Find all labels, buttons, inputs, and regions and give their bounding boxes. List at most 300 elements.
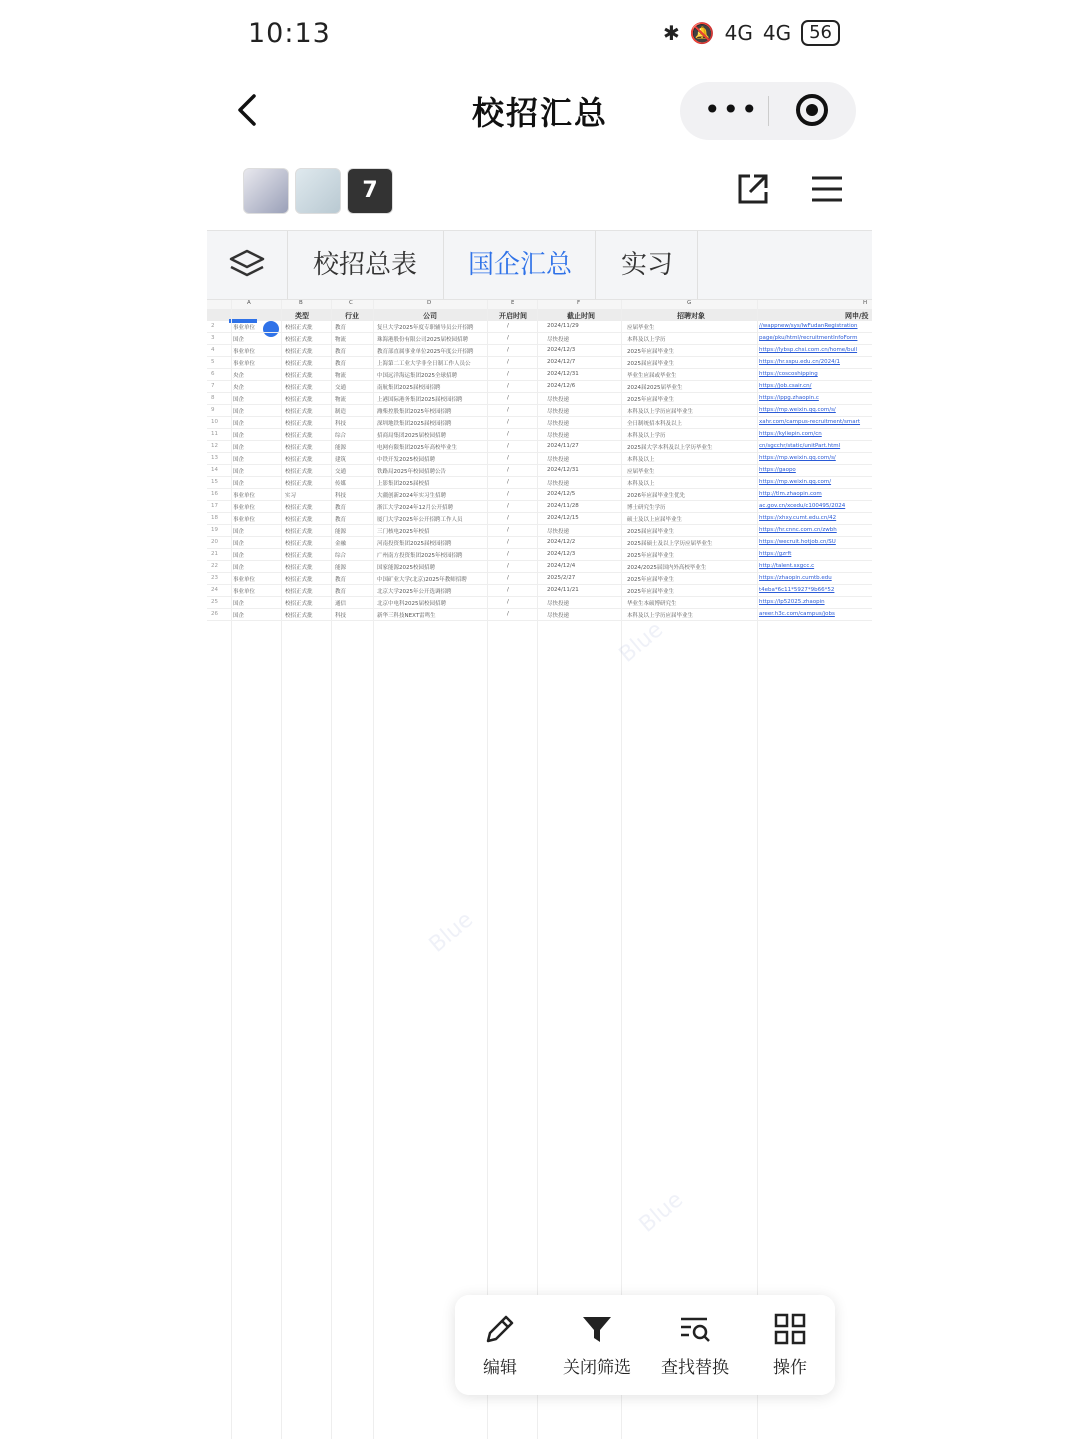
table-cell[interactable]: 物流	[335, 397, 347, 403]
header-apply[interactable]: 网申/投	[845, 312, 869, 320]
table-cell[interactable]: /	[507, 335, 509, 341]
apply-link[interactable]: //wappnew/sys/lwFudanRegistration	[759, 323, 858, 329]
row-number: 13	[211, 455, 218, 461]
table-cell[interactable]: 校招正式批	[285, 577, 313, 583]
table-cell[interactable]: 2025年应届毕业生	[627, 397, 674, 403]
apply-link[interactable]: http://tlm.zhaopin.com	[759, 491, 822, 497]
table-cell[interactable]: 实习	[285, 493, 297, 499]
battery-indicator: 56	[801, 20, 840, 46]
table-cell[interactable]: 能源	[335, 445, 347, 451]
table-cell[interactable]: 校招正式批	[285, 589, 313, 595]
table-cell[interactable]: 2025年应届毕业生	[627, 349, 674, 355]
apply-link[interactable]: page/pku/html/recruitmentInfoForm	[759, 335, 858, 341]
close-target-icon[interactable]	[796, 94, 828, 126]
table-row[interactable]	[207, 525, 872, 537]
row-number: 12	[211, 443, 218, 449]
apply-link[interactable]: https://job.csair.cn/	[759, 383, 812, 389]
watermark: Blue	[614, 617, 669, 668]
table-cell[interactable]: 浙江大学2024年12月公开招聘	[377, 505, 453, 511]
row-number: 3	[211, 335, 215, 341]
table-cell[interactable]: 能源	[335, 565, 347, 571]
table-cell[interactable]: 事业单位	[233, 589, 256, 595]
row-number: 25	[211, 599, 218, 605]
table-cell[interactable]: 科技	[335, 493, 347, 499]
table-cell[interactable]: 国企	[233, 433, 245, 439]
tab-campus-summary[interactable]: 校招总表	[312, 250, 417, 280]
table-cell[interactable]: /	[507, 611, 509, 617]
table-cell[interactable]: 国企	[233, 421, 245, 427]
table-cell[interactable]: /	[507, 383, 509, 389]
apply-link[interactable]: https://ippg.zhaopin.c	[759, 395, 819, 401]
table-cell[interactable]: 校招正式批	[285, 433, 313, 439]
table-cell[interactable]: 本科及以上学历应届毕业生	[627, 409, 694, 415]
spreadsheet[interactable]	[207, 300, 872, 1439]
apply-link[interactable]: t4eba*6c11*5927*9b66*52	[759, 587, 835, 593]
apply-link[interactable]: https://hr.cnnc.com.cn/zwbh	[759, 527, 837, 533]
table-row[interactable]	[207, 609, 872, 621]
avatar[interactable]	[295, 168, 341, 214]
actions-button[interactable]	[745, 1311, 835, 1378]
table-cell[interactable]: /	[507, 539, 509, 545]
apply-link[interactable]: https://mp.weixin.qq.com/	[759, 479, 832, 485]
table-cell[interactable]: 2024/12/31	[547, 371, 579, 377]
table-row[interactable]	[207, 405, 872, 417]
apply-link[interactable]: ac.gov.cn/xcedu/c100495/2024	[759, 503, 846, 509]
watermark: Blue	[634, 1187, 689, 1238]
table-cell[interactable]: 能源	[335, 529, 347, 535]
table-row[interactable]	[207, 573, 872, 585]
table-cell[interactable]: /	[507, 503, 509, 509]
table-row[interactable]	[207, 417, 872, 429]
find-replace-icon	[677, 1311, 713, 1347]
table-cell[interactable]: 尽快投递	[547, 397, 570, 403]
table-cell[interactable]: 中国远洋海运集团2025全球招聘	[377, 373, 457, 379]
bottom-toolbar	[455, 1295, 835, 1395]
table-cell[interactable]: 铁路局2025年校园招聘公告	[377, 469, 446, 475]
apply-link[interactable]: https://zhaopin.cumtb.edu	[759, 575, 832, 581]
table-cell[interactable]: 尽快投递	[547, 421, 570, 427]
table-cell[interactable]: 校招正式批	[285, 361, 313, 367]
apply-link[interactable]: https://xhxy.cumt.edu.cn/42	[759, 515, 837, 521]
table-cell[interactable]: 事业单位	[233, 517, 256, 523]
apply-link[interactable]: cn/sgcchr/static/unitPart.html	[759, 443, 841, 449]
table-cell[interactable]: 事业单位	[233, 361, 256, 367]
bluetooth-icon: ✱	[662, 21, 680, 45]
table-cell[interactable]: 校招正式批	[285, 421, 313, 427]
apply-link[interactable]: https://coscoshipping	[759, 371, 818, 377]
apply-link[interactable]: https://mp.weixin.qq.com/s/	[759, 455, 836, 461]
table-cell[interactable]: /	[507, 359, 509, 365]
table-cell[interactable]: 2024/12/3	[547, 551, 576, 557]
table-cell[interactable]: 潍柴控股集团2025年校园招聘	[377, 409, 452, 415]
table-cell[interactable]: 尽快投递	[547, 457, 570, 463]
table-cell[interactable]: 教育	[335, 577, 347, 583]
header-industry[interactable]: 行业	[345, 312, 359, 320]
table-cell[interactable]: 本科及以上学历	[627, 337, 666, 343]
table-cell[interactable]: 校招正式批	[285, 469, 313, 475]
table-cell[interactable]: /	[507, 515, 509, 521]
menu-icon[interactable]	[810, 172, 844, 206]
table-row[interactable]	[207, 489, 872, 501]
apply-link[interactable]: http://talent.sxgcc.c	[759, 563, 815, 569]
row-number: 24	[211, 587, 218, 593]
table-cell[interactable]: 校招正式批	[285, 337, 313, 343]
row-number: 19	[211, 527, 218, 533]
mini-program-capsule	[680, 82, 856, 140]
table-cell[interactable]: 华业生本硕博研究生	[627, 601, 677, 607]
table-cell[interactable]: 传媒	[335, 481, 347, 487]
grid-line	[487, 300, 488, 1439]
col-letter: G	[687, 300, 692, 306]
table-cell[interactable]: 校招正式批	[285, 409, 313, 415]
table-cell[interactable]: 校招正式批	[285, 349, 313, 355]
table-cell[interactable]: 北京大学2025年公开选调招聘	[377, 589, 452, 595]
table-cell[interactable]: /	[507, 587, 509, 593]
row-number: 21	[211, 551, 218, 557]
find-replace-label: 查找替换	[661, 1358, 729, 1378]
find-replace-button[interactable]	[645, 1311, 745, 1378]
row-number: 6	[211, 371, 215, 377]
table-cell[interactable]: 校招正式批	[285, 613, 313, 619]
table-cell[interactable]: 深圳地铁集团2025届校园招聘	[377, 421, 452, 427]
table-cell[interactable]: 本科及以上	[627, 481, 655, 487]
header-company[interactable]: 公司	[423, 312, 437, 320]
table-row[interactable]	[207, 441, 872, 453]
table-cell[interactable]: 教育部直属事业单位2025年度公开招聘	[377, 349, 474, 355]
table-cell[interactable]: 国企	[233, 613, 245, 619]
apply-link[interactable]: https://mp.weixin.qq.com/s/	[759, 407, 836, 413]
table-cell[interactable]: 校招正式批	[285, 385, 313, 391]
table-cell[interactable]: 教育	[335, 517, 347, 523]
table-cell[interactable]: 2024/12/7	[547, 359, 576, 365]
table-cell[interactable]: /	[507, 323, 509, 329]
table-cell[interactable]: /	[507, 527, 509, 533]
table-cell[interactable]: /	[507, 431, 509, 437]
header-target[interactable]: 招聘对象	[677, 312, 705, 320]
table-row[interactable]	[207, 453, 872, 465]
table-cell[interactable]: 尽快投递	[547, 529, 570, 535]
table-cell[interactable]: 尽快投递	[547, 613, 570, 619]
table-cell[interactable]: 校招正式批	[285, 325, 313, 331]
grid-line	[231, 300, 232, 1439]
table-cell[interactable]: 事业单位	[233, 325, 256, 331]
row-number: 9	[211, 407, 215, 413]
table-cell[interactable]: 复旦大学2025年度专职辅导员公开招聘	[377, 325, 474, 331]
table-cell[interactable]: 大疆创新2024年实习生招聘	[377, 493, 446, 499]
table-cell[interactable]: 国家能源2025校园招聘	[377, 565, 435, 571]
table-cell[interactable]: 校招正式批	[285, 601, 313, 607]
row-number: 14	[211, 467, 218, 473]
layers-icon[interactable]	[229, 247, 265, 283]
table-cell[interactable]: /	[507, 407, 509, 413]
watermark: Blue	[424, 907, 479, 958]
table-cell[interactable]: 2024/11/28	[547, 503, 579, 509]
table-cell[interactable]: 国企	[233, 337, 245, 343]
nav-bar	[0, 80, 1080, 140]
table-cell[interactable]: 2024/11/27	[547, 443, 579, 449]
table-cell[interactable]: 校招正式批	[285, 457, 313, 463]
table-cell[interactable]: 国企	[233, 409, 245, 415]
table-cell[interactable]: 校招正式批	[285, 553, 313, 559]
row-number: 18	[211, 515, 218, 521]
edit-button[interactable]	[455, 1311, 545, 1378]
table-cell[interactable]: 2025年应届毕业生	[627, 553, 674, 559]
table-row[interactable]	[207, 561, 872, 573]
table-cell[interactable]: 校招正式批	[285, 397, 313, 403]
clock: 10:13	[248, 18, 331, 49]
table-cell[interactable]: 博士研究生学历	[627, 505, 666, 511]
table-cell[interactable]: 毕业生应届或毕业生	[627, 373, 677, 379]
table-cell[interactable]: 综合	[335, 433, 347, 439]
table-cell[interactable]: /	[507, 371, 509, 377]
apply-link[interactable]: https://lp52025.zhaopin	[759, 599, 825, 605]
tab-internship[interactable]: 实习	[620, 250, 673, 280]
tab-divider	[443, 231, 444, 299]
table-cell[interactable]: 上港国际港务集团2025届校园招聘	[377, 397, 463, 403]
table-cell[interactable]: /	[507, 395, 509, 401]
page-title: 校招汇总	[471, 94, 608, 132]
apply-link[interactable]: https://gaopo	[759, 467, 796, 473]
table-cell[interactable]: 厦门大学2025年公开招聘工作人员	[377, 517, 463, 523]
table-cell[interactable]: 教育	[335, 325, 347, 331]
table-cell[interactable]: 2025年应届毕业生	[627, 577, 674, 583]
table-row[interactable]	[207, 513, 872, 525]
table-cell[interactable]: 央企	[233, 385, 245, 391]
table-cell[interactable]: 2025届硕士及以上学历应届毕业生	[627, 541, 713, 547]
table-row[interactable]	[207, 393, 872, 405]
table-cell[interactable]: 珠海港股份有限公司2025届校园招聘	[377, 337, 468, 343]
table-cell[interactable]: 2024/12/4	[547, 563, 576, 569]
table-cell[interactable]: 全日制统招本科及以上	[627, 421, 683, 427]
table-cell[interactable]: 新华三科技NEXT雷鸣生	[377, 613, 436, 619]
table-cell[interactable]: /	[507, 443, 509, 449]
signal-icon-2: 4G	[762, 21, 792, 45]
table-row[interactable]	[207, 465, 872, 477]
table-row[interactable]	[207, 333, 872, 345]
table-cell[interactable]: 校招正式批	[285, 541, 313, 547]
table-cell[interactable]: 北京中电科2025届校园招聘	[377, 601, 446, 607]
table-cell[interactable]: 通信	[335, 601, 347, 607]
table-row[interactable]	[207, 501, 872, 513]
table-row[interactable]	[207, 429, 872, 441]
table-cell[interactable]: 校招正式批	[285, 517, 313, 523]
grid-icon	[772, 1311, 808, 1347]
table-cell[interactable]: 教育	[335, 589, 347, 595]
table-cell[interactable]: 校招正式批	[285, 445, 313, 451]
grid-line	[331, 300, 332, 1439]
table-cell[interactable]: 尽快投递	[547, 601, 570, 607]
table-cell[interactable]: 建筑	[335, 457, 347, 463]
table-cell[interactable]: 事业单位	[233, 493, 256, 499]
table-cell[interactable]: /	[507, 491, 509, 497]
table-cell[interactable]: 国企	[233, 457, 245, 463]
table-cell[interactable]: 2025/2/27	[547, 575, 576, 581]
table-cell[interactable]: /	[507, 479, 509, 485]
table-cell[interactable]: 国企	[233, 553, 245, 559]
table-cell[interactable]: 中国矿业大学(北京)2025年教师招聘	[377, 577, 467, 583]
table-cell[interactable]: 事业单位	[233, 349, 256, 355]
table-cell[interactable]: 2026年应届毕业生优先	[627, 493, 685, 499]
grid-line	[757, 300, 758, 1439]
share-icon[interactable]	[736, 172, 770, 206]
table-cell[interactable]: 国企	[233, 397, 245, 403]
table-cell[interactable]: 校招正式批	[285, 481, 313, 487]
table-cell[interactable]: 2024/2025届国内外高校毕业生	[627, 565, 707, 571]
table-cell[interactable]: 本科及以上	[627, 457, 655, 463]
table-cell[interactable]: 物流	[335, 337, 347, 343]
table-cell[interactable]: /	[507, 467, 509, 473]
table-row[interactable]	[207, 585, 872, 597]
apply-link[interactable]: https://gzrft	[759, 551, 792, 557]
row-number: 22	[211, 563, 218, 569]
table-cell[interactable]: 制造	[335, 409, 347, 415]
table-cell[interactable]: 2024/12/6	[547, 383, 576, 389]
table-cell[interactable]: 招商局集团2025届校园招聘	[377, 433, 446, 439]
table-cell[interactable]: 河南投资集团2025届校园招聘	[377, 541, 452, 547]
table-cell[interactable]: 2025届大学本科及以上学历毕业生	[627, 445, 713, 451]
apply-link[interactable]: areer.h3c.com/campus/jobs	[759, 611, 835, 617]
table-cell[interactable]: /	[507, 563, 509, 569]
table-cell[interactable]: /	[507, 419, 509, 425]
apply-link[interactable]: https://kyliepin.com/cn	[759, 431, 822, 437]
table-cell[interactable]: 校招正式批	[285, 565, 313, 571]
table-cell[interactable]: 尽快投递	[547, 433, 570, 439]
actions-label: 操作	[773, 1358, 807, 1378]
table-row[interactable]	[207, 381, 872, 393]
avatar-count[interactable]: 7	[347, 168, 393, 214]
table-cell[interactable]: 广州南方投资集团2025年校园招聘	[377, 553, 463, 559]
table-cell[interactable]: 本科及以上学历应届毕业生	[627, 613, 694, 619]
table-cell[interactable]: /	[507, 455, 509, 461]
table-row[interactable]	[207, 345, 872, 357]
table-cell[interactable]: 本科及以上学历	[627, 433, 666, 439]
table-row[interactable]	[207, 357, 872, 369]
table-cell[interactable]: 国企	[233, 541, 245, 547]
avatar[interactable]	[243, 168, 289, 214]
table-cell[interactable]: 国企	[233, 529, 245, 535]
apply-link[interactable]: https://hr.sspu.edu.cn/2024/1	[759, 359, 840, 365]
table-cell[interactable]: 2024/12/31	[547, 467, 579, 473]
col-letter: B	[299, 300, 303, 306]
header-row	[207, 309, 872, 321]
table-cell[interactable]: 电网有限集团2025年高校毕业生	[377, 445, 457, 451]
table-cell[interactable]: 交通	[335, 469, 347, 475]
row-number: 23	[211, 575, 218, 581]
table-cell[interactable]: 三门核电2025年校招	[377, 529, 430, 535]
table-cell[interactable]: 中铁开发2025校园招聘	[377, 457, 435, 463]
close-filter-button[interactable]	[547, 1311, 647, 1378]
table-cell[interactable]: 硕士及以上应届毕业生	[627, 517, 683, 523]
table-cell[interactable]: 事业单位	[233, 505, 256, 511]
tab-soe-summary[interactable]: 国企汇总	[467, 250, 572, 280]
table-row[interactable]	[207, 537, 872, 549]
table-cell[interactable]: 应届毕业生	[627, 325, 655, 331]
system-icons	[663, 20, 840, 46]
apply-link[interactable]: https://wecruit.hotjob.cn/SU	[759, 539, 836, 545]
table-row[interactable]	[207, 597, 872, 609]
header-open-time[interactable]: 开启时间	[499, 312, 527, 320]
table-cell[interactable]: 2024/12/5	[547, 491, 576, 497]
table-cell[interactable]: 校招正式批	[285, 373, 313, 379]
mute-icon: 🔕	[689, 21, 715, 45]
tab-divider	[287, 231, 288, 299]
table-row[interactable]	[207, 369, 872, 381]
grid-line	[621, 300, 622, 1439]
table-cell[interactable]: 校招正式批	[285, 505, 313, 511]
header-type[interactable]: 类型	[295, 312, 309, 320]
table-row[interactable]	[207, 477, 872, 489]
table-cell[interactable]: 南航集团2025届校园招聘	[377, 385, 441, 391]
table-cell[interactable]: 国企	[233, 469, 245, 475]
table-cell[interactable]: 2024/12/2	[547, 539, 576, 545]
table-cell[interactable]: 教育	[335, 505, 347, 511]
table-cell[interactable]: 2025届应届毕业生	[627, 361, 674, 367]
table-cell[interactable]: 尽快投递	[547, 481, 570, 487]
table-cell[interactable]: 上海第二工业大学非全日制工作人员公	[377, 361, 471, 367]
table-cell[interactable]: 国企	[233, 481, 245, 487]
signal-icon: 4G	[724, 21, 753, 45]
pencil-icon	[482, 1311, 518, 1347]
table-cell[interactable]: 2024/11/21	[547, 587, 579, 593]
capsule-divider	[768, 96, 769, 126]
table-cell[interactable]: /	[507, 347, 509, 353]
table-cell[interactable]: /	[507, 599, 509, 605]
header-deadline[interactable]: 截止时间	[567, 312, 595, 320]
table-cell[interactable]: 2025年应届毕业生	[627, 589, 674, 595]
table-cell[interactable]: 校招正式批	[285, 529, 313, 535]
table-cell[interactable]: 事业单位	[233, 577, 256, 583]
table-cell[interactable]: 央企	[233, 373, 245, 379]
table-cell[interactable]: 尽快投递	[547, 409, 570, 415]
edit-label: 编辑	[483, 1358, 517, 1378]
table-cell[interactable]: 教育	[335, 349, 347, 355]
row-number: 20	[211, 539, 218, 545]
col-letter: F	[577, 300, 581, 306]
table-cell[interactable]: 2024届2025届毕业生	[627, 385, 683, 391]
table-cell[interactable]: 教育	[335, 361, 347, 367]
table-cell[interactable]: 科技	[335, 421, 347, 427]
table-cell[interactable]: 2024/12/15	[547, 515, 579, 521]
table-row[interactable]	[207, 549, 872, 561]
table-row[interactable]	[207, 321, 872, 333]
table-cell[interactable]: 物流	[335, 373, 347, 379]
table-cell[interactable]: 综合	[335, 553, 347, 559]
table-cell[interactable]: 国企	[233, 565, 245, 571]
col-letter: A	[247, 300, 251, 306]
table-cell[interactable]: 应届毕业生	[627, 469, 655, 475]
apply-link[interactable]: xahr.com/campus-recruitment/smart	[759, 419, 861, 425]
table-cell[interactable]: /	[507, 551, 509, 557]
table-cell[interactable]: 2025届应届毕业生	[627, 529, 674, 535]
table-cell[interactable]: 金融	[335, 541, 347, 547]
table-cell[interactable]: 2024/11/29	[547, 323, 579, 329]
apply-link[interactable]: https://lybsp.chsi.com.cn/home/bull	[759, 347, 858, 353]
grid-line	[537, 300, 538, 1439]
sheet-tabs	[207, 230, 872, 300]
more-icon[interactable]: •••	[704, 93, 760, 126]
table-cell[interactable]: 尽快投递	[547, 337, 570, 343]
table-cell[interactable]: 交通	[335, 385, 347, 391]
table-cell[interactable]: 2024/12/3	[547, 347, 576, 353]
table-cell[interactable]: 上影集团2025届校招	[377, 481, 430, 487]
grid-line	[373, 300, 374, 1439]
table-cell[interactable]: 国企	[233, 601, 245, 607]
col-letter: D	[427, 300, 432, 306]
table-cell[interactable]: /	[507, 575, 509, 581]
table-cell[interactable]: 科技	[335, 613, 347, 619]
table-cell[interactable]: 国企	[233, 445, 245, 451]
grid-line	[281, 300, 282, 1439]
